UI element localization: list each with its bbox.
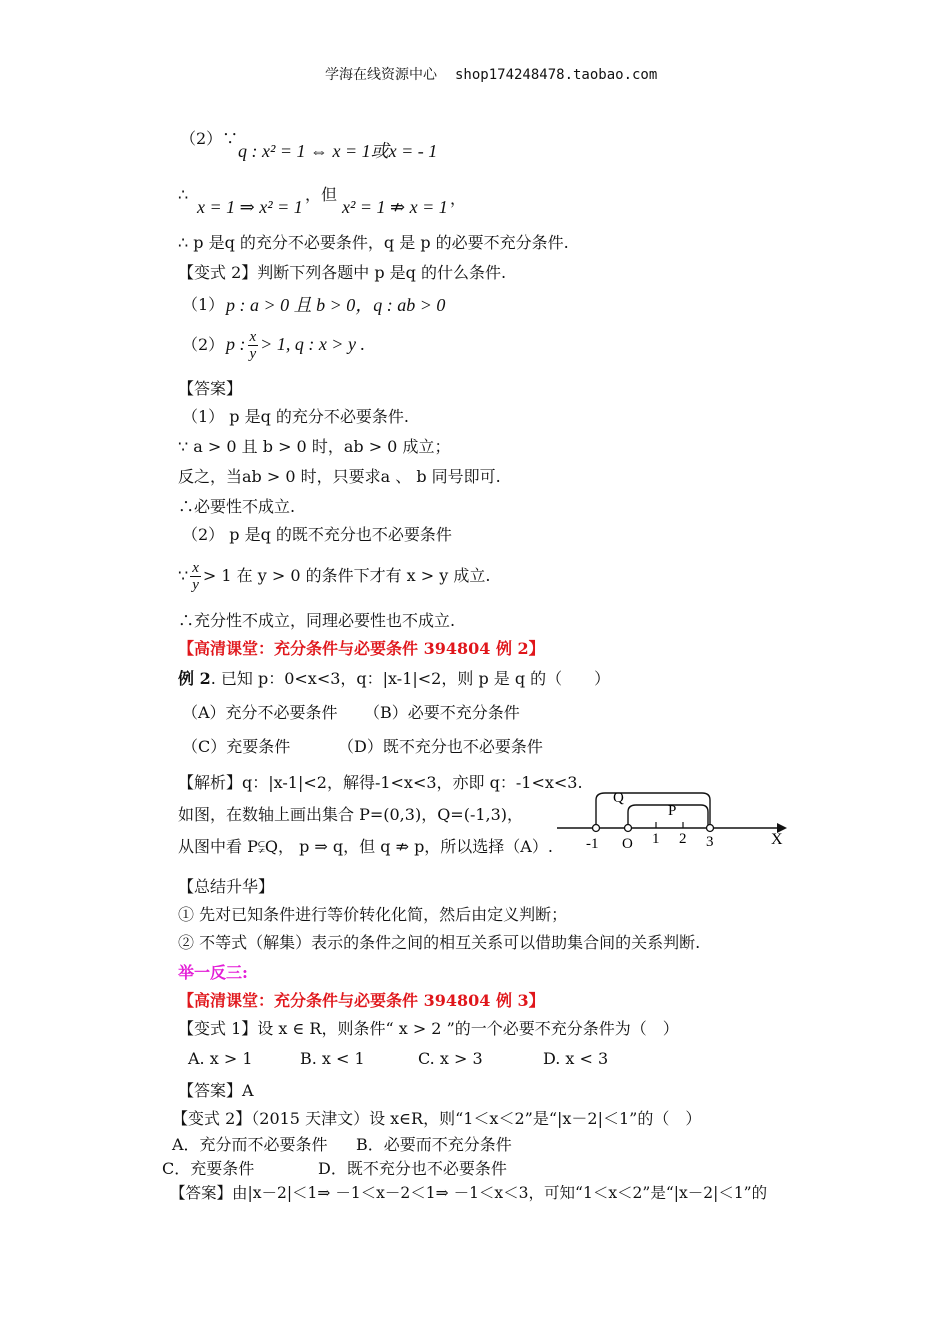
part1-math-2b: x² = 1 ⇏ x = 1 (342, 197, 448, 217)
set-p-label: P (668, 803, 677, 819)
part1-math-1: q : x² = 1 ⇔ x = 1或x = - 1 (238, 141, 438, 161)
variant2b-option-d: D．既不充分也不必要条件 (318, 1159, 507, 1178)
variant1b-option-c: C. x > 3 (418, 1049, 483, 1068)
example2-solution-2: 如图，在数轴上画出集合 P=(0,3)，Q=(-1,3)， (178, 805, 524, 824)
tick-label-one: 1 (652, 831, 660, 847)
example2-option-d: （D）既不充分也不必要条件 (338, 737, 543, 756)
variant2-item1-label: （1） (182, 295, 225, 314)
example2-option-c: （C）充要条件 (182, 737, 291, 756)
answer1-line1: （1） p 是q 的充分不必要条件. (182, 407, 410, 426)
hd-heading-2: 【高清课堂：充分条件与必要条件 394804 例 3】 (178, 991, 545, 1010)
answer1-line6 (178, 554, 491, 598)
header-title: 学海在线资源中心 (325, 67, 437, 83)
item2-p: p : (226, 334, 246, 354)
item2-rest: > 1, q : x > y . (260, 334, 365, 354)
answer1-line4: ∴必要性不成立. (178, 497, 296, 516)
tick-label-minus-one: -1 (586, 836, 599, 852)
example2-question: . 已知 p：0<x<3，q：|x-1|<2，则 p 是 q 的（ ） (210, 669, 611, 688)
variant1b-answer: 【答案】A (178, 1081, 254, 1100)
fraction-denominator-2: y (192, 577, 199, 593)
tick-label-two: 2 (679, 831, 687, 847)
summary-line2: ② 不等式（解集）表示的条件之间的相互关系可以借助集合间的关系判断. (178, 933, 701, 952)
endpoint-zero (625, 825, 632, 832)
hd-heading-1: 【高清课堂：充分条件与必要条件 394804 例 2】 (178, 639, 545, 658)
endpoint-minus-one (593, 825, 600, 832)
fraction-x-over-y-2 (190, 560, 201, 593)
answer1-line7: ∴充分性不成立，同理必要性也不成立. (178, 611, 456, 630)
tick-label-three: 3 (706, 834, 714, 850)
part1-math-2a: x = 1 ⇒ x² = 1 (197, 197, 303, 217)
variant2b-option-a: A．充分而不必要条件 (172, 1135, 328, 1154)
variant2-item2-label: （2） (182, 335, 225, 354)
juyi-heading: 举一反三: (178, 963, 248, 982)
because-symbol: ∵ (178, 566, 189, 585)
example2-title (178, 668, 610, 690)
fraction-numerator: x (249, 329, 257, 346)
variant2b-answer: 【答案】由|x－2|＜1⇒ －1＜x－2＜1⇒ －1＜x＜3，可知“1＜x＜2”是“|x－2|＜1”的 (170, 1184, 768, 1202)
therefore-symbol: ∴ (178, 185, 189, 204)
example2-option-a: （A）充分不必要条件 (182, 703, 338, 722)
header-url: shop174248478.taobao.com (455, 67, 658, 83)
example2-number: 例 2 (178, 669, 211, 688)
part1-comma: ， (450, 189, 467, 208)
set-q-label: Q (613, 790, 624, 806)
variant2b-option-c: C．充要条件 (162, 1159, 255, 1178)
part1-but: ，但 (305, 185, 338, 204)
endpoint-three (707, 825, 714, 832)
variant1b-option-d: D. x < 3 (543, 1049, 609, 1068)
variant1b-option-b: B. x < 1 (300, 1049, 365, 1068)
summary-title: 【总结升华】 (178, 877, 275, 896)
axis-label-x: X (771, 831, 783, 848)
variant2-title: 【变式 2】判断下列各题中 p 是q 的什么条件. (178, 263, 507, 282)
example2-option-b: （B）必要不充分条件 (364, 703, 520, 722)
fraction-x-over-y (248, 329, 259, 362)
variant2b-option-b: B．必要而不充分条件 (356, 1135, 512, 1154)
example2-solution-3: 从图中看 P⫋Q， p ⇒ q，但 q ⇏ p，所以选择（A）. (178, 837, 553, 856)
variant2-item2 (226, 322, 365, 366)
part1-conclusion: ∴ p 是q 的充分不必要条件，q 是 p 的必要不充分条件. (178, 233, 569, 252)
tick-label-origin: O (622, 836, 633, 852)
part1-label: （2）∵ (180, 129, 239, 148)
answer1-line6-rest: > 1 在 y > 0 的条件下才有 x > y 成立. (202, 566, 491, 585)
summary-line1: ① 先对已知条件进行等价转化化简，然后由定义判断； (178, 905, 568, 924)
answer1-line3: 反之，当ab > 0 时，只要求a 、 b 同号即可. (178, 467, 501, 486)
variant1b-option-a: A. x > 1 (188, 1049, 253, 1068)
answer1-line2: ∵ a > 0 且 b > 0 时，ab > 0 成立； (178, 437, 451, 456)
variant2b-title: 【变式 2】（2015 天津文）设 x∈R，则“1＜x＜2”是“|x－2|＜1”的（ ） (172, 1109, 702, 1128)
fraction-numerator-2: x (192, 560, 199, 576)
example2-solution-1: 【解析】q：|x-1|<2，解得-1<x<3，亦即 q：-1<x<3. (178, 773, 583, 792)
variant2-item1: p : a > 0 且 b > 0，q : ab > 0 (226, 295, 446, 315)
answer1-line5: （2） p 是q 的既不充分也不必要条件 (182, 525, 452, 544)
number-line-diagram (555, 786, 795, 856)
fraction-denominator: y (249, 346, 257, 363)
answer1-title: 【答案】 (178, 379, 243, 398)
variant1b-title: 【变式 1】设 x ∈ R，则条件“ x > 2 ”的一个必要不充分条件为（ ） (178, 1019, 679, 1038)
